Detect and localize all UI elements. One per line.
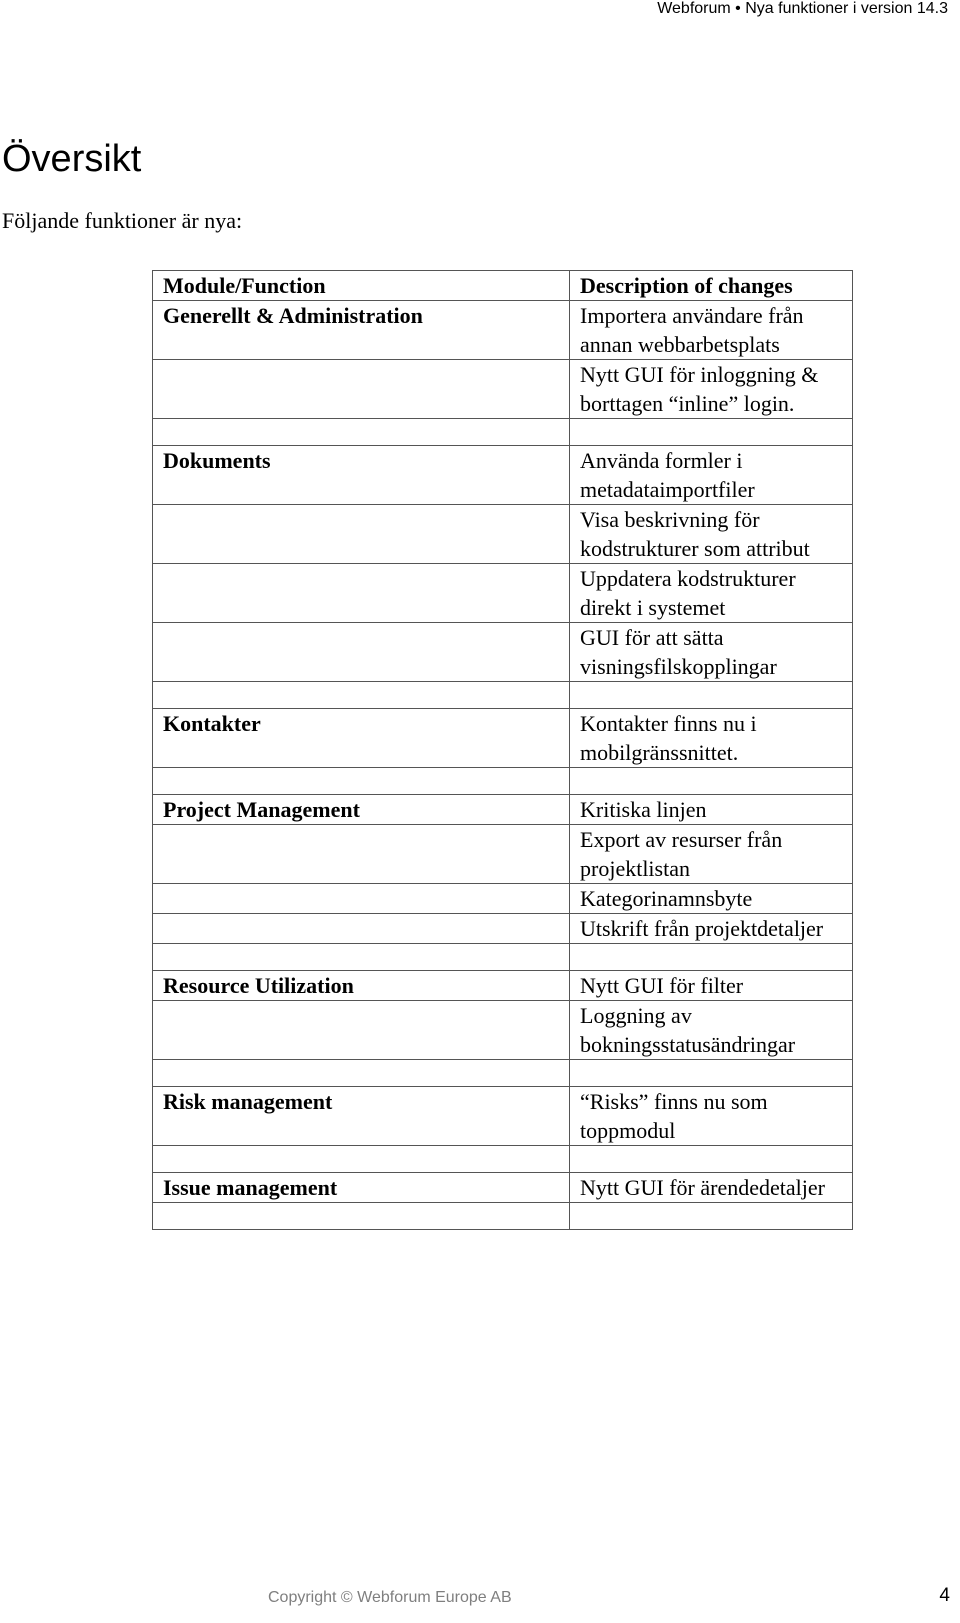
page-number: 4 [939, 1585, 950, 1606]
description-cell: Nytt GUI för filter [570, 971, 853, 1001]
table-row [153, 884, 853, 914]
table-row [153, 505, 853, 564]
footer-copyright: Copyright © Webforum Europe AB [268, 1589, 512, 1606]
module-cell [153, 1146, 570, 1173]
table-row [153, 360, 853, 419]
table-row [153, 795, 853, 825]
column-header-module: Module/Function [153, 271, 570, 301]
table-row [153, 825, 853, 884]
module-cell [153, 825, 570, 884]
table-row [153, 1203, 853, 1230]
description-cell: Export av resurser från projektlistan [570, 825, 853, 884]
description-cell [570, 419, 853, 446]
module-cell [153, 564, 570, 623]
description-cell: Utskrift från projektdetaljer [570, 914, 853, 944]
intro-text: Följande funktioner är nya: [2, 208, 243, 233]
table-row [153, 768, 853, 795]
table-row [153, 709, 853, 768]
table-row [153, 419, 853, 446]
module-cell [153, 768, 570, 795]
description-cell: Uppdatera kodstrukturer direkt i systemet [570, 564, 853, 623]
module-cell [153, 1203, 570, 1230]
column-header-description: Description of changes [570, 271, 853, 301]
table-header-row [153, 271, 853, 301]
description-cell [570, 1060, 853, 1087]
table-row [153, 971, 853, 1001]
module-cell [153, 1001, 570, 1060]
module-cell [153, 360, 570, 419]
description-cell: Nytt GUI för ärendedetaljer [570, 1173, 853, 1203]
module-cell [153, 682, 570, 709]
description-cell: Kritiska linjen [570, 795, 853, 825]
description-cell: Nytt GUI för inloggning & borttagen “inline” login. [570, 360, 853, 419]
module-cell [153, 623, 570, 682]
module-cell: Issue management [153, 1173, 570, 1203]
table-row [153, 1173, 853, 1203]
module-cell [153, 914, 570, 944]
module-cell: Dokuments [153, 446, 570, 505]
description-cell [570, 682, 853, 709]
table-row [153, 623, 853, 682]
changes-table [152, 270, 853, 1230]
description-cell: Visa beskrivning för kodstrukturer som attribut [570, 505, 853, 564]
description-cell: GUI för att sätta visningsfilskopplingar [570, 623, 853, 682]
table-row [153, 1087, 853, 1146]
module-cell: Generellt & Administration [153, 301, 570, 360]
description-cell [570, 1203, 853, 1230]
module-cell [153, 884, 570, 914]
module-cell: Risk management [153, 1087, 570, 1146]
module-cell [153, 505, 570, 564]
table-row [153, 564, 853, 623]
table-row [153, 301, 853, 360]
description-cell: Kontakter finns nu i mobilgränssnittet. [570, 709, 853, 768]
module-cell: Resource Utilization [153, 971, 570, 1001]
table-row [153, 1146, 853, 1173]
description-cell: Använda formler i metadataimportfiler [570, 446, 853, 505]
description-cell: Importera användare från annan webbarbetsplats [570, 301, 853, 360]
module-cell [153, 419, 570, 446]
table-row [153, 944, 853, 971]
table-row [153, 1060, 853, 1087]
table-row [153, 914, 853, 944]
description-cell [570, 768, 853, 795]
table-row [153, 682, 853, 709]
module-cell: Kontakter [153, 709, 570, 768]
module-cell [153, 944, 570, 971]
description-cell: Kategorinamnsbyte [570, 884, 853, 914]
page-title: Översikt [2, 138, 142, 180]
description-cell [570, 944, 853, 971]
table-row [153, 446, 853, 505]
running-header: Webforum • Nya funktioner i version 14.3 [657, 0, 948, 17]
table-row [153, 1001, 853, 1060]
description-cell: Loggning av bokningsstatusändringar [570, 1001, 853, 1060]
module-cell: Project Management [153, 795, 570, 825]
module-cell [153, 1060, 570, 1087]
description-cell: “Risks” finns nu som toppmodul [570, 1087, 853, 1146]
description-cell [570, 1146, 853, 1173]
